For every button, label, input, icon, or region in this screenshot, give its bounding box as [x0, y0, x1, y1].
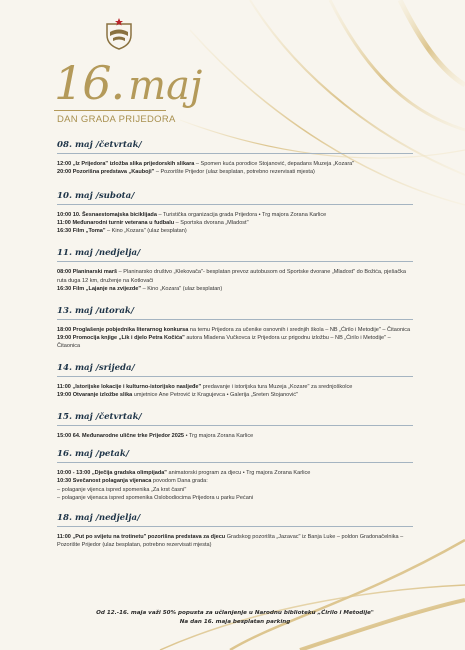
event-title: Pozorišna predstava „Kauboji" [72, 169, 155, 176]
event-item [57, 383, 413, 391]
program-day [57, 512, 413, 549]
title-month: maj [128, 63, 203, 109]
event-title: Otvaranje izložbe slika [72, 392, 133, 399]
event-time: 10:30 [57, 478, 72, 485]
event-details: animatorski program za djecu • Trg majora Zorana Karlice [166, 470, 311, 477]
event-time: 08:00 [57, 269, 72, 276]
event-item [57, 219, 413, 227]
event-time: 20:00 [57, 169, 72, 176]
event-time: 16:30 [57, 228, 72, 235]
city-crest-icon [105, 18, 133, 50]
event-time: 19:00 [57, 392, 72, 399]
program-list [57, 139, 413, 559]
event-title: Promocija knjige „Lik i djelo Petra Kočića" [72, 334, 185, 341]
event-details: – Spomen kuća porodice Stojanović, depadans Muzeja „Kozara" [194, 161, 355, 167]
event-item [57, 268, 413, 284]
event-title: 64. Međunarodne ulične trke Prijedor 2025 [72, 433, 185, 440]
event-title: „Dječija gradska olimpijada" [91, 470, 167, 477]
event-details: – Pozorište Prijedor (ulaz besplatan, potrebno rezervisati mjesta) [154, 169, 315, 176]
day-heading: 08. maj /četvrtak/ [57, 140, 142, 150]
event-title: „Put po svijetu na trotinetu" pozorišna predstava za djecu [72, 533, 226, 540]
event-item [57, 211, 413, 219]
event-time: 15:00 [57, 433, 72, 440]
event-subitem: – polaganje vijenca ispred spomenika „Za krst časni" [57, 486, 187, 493]
footer-line-discount: Od 12.-16. maja važi 50% popusta za učlanjenje u Narodnu biblioteku „Ćirilo i Metodije" [96, 610, 374, 616]
event-title: Film „Lajanje na zvijezde" [72, 285, 142, 292]
event-title: 10. Šesnaestomajska biciklijada [72, 212, 157, 219]
event-item [57, 168, 413, 176]
day-divider [57, 261, 413, 262]
event-time: 11:00 [57, 533, 71, 540]
event-time: 12:00 [57, 161, 72, 167]
program-day [57, 411, 413, 440]
title-number: 16. [54, 56, 125, 110]
event-item [57, 432, 413, 440]
program-day [57, 247, 413, 292]
event-time: 18:00 [57, 326, 72, 333]
event-time: 10:00 - 13:00 [57, 470, 91, 477]
event-title: „Iz Prijedora" izložba slika prijedorskih slikara [72, 161, 195, 167]
event-item [57, 285, 413, 293]
footer-notes [57, 608, 413, 626]
event-item [57, 160, 413, 168]
event-subitem: – polaganje vijenaca ispred spomenika Oslobodiocima Prijedora u parku Pećani [57, 494, 254, 501]
day-divider [57, 526, 413, 527]
page-subtitle: DAN GRADA PRIJEDORA [57, 114, 176, 125]
event-details: – Sportska dvorana „Mladost" [174, 220, 249, 227]
event-title: Film „Toma" [72, 228, 106, 235]
event-details: predavanje i istorijska tura Muzeja „Kozare" za srednjoškolce [201, 384, 353, 391]
day-divider [57, 425, 413, 426]
event-item [57, 391, 413, 399]
day-divider [57, 376, 413, 377]
day-heading: 13. maj /utorak/ [57, 305, 134, 316]
event-item [57, 469, 413, 477]
day-heading: 18. maj /nedjelja/ [57, 512, 141, 523]
event-item [57, 227, 413, 235]
day-heading: 14. maj /srijeda/ [57, 363, 135, 374]
day-divider [57, 204, 413, 205]
event-details: Gradskog pozorišta „Jazavac" iz Banja Luke – poldon Gradonačelnika – Pozorište Prijedor (ulaz besplatan, potrebno rezervisati mjesta) [57, 533, 404, 548]
program-day [57, 139, 413, 176]
footer-line-parking: Na dan 16. maja besplatan parking [179, 619, 291, 625]
day-divider [57, 153, 413, 154]
event-details: povodom Dana grada: [151, 478, 208, 485]
event-details: umjetnice Ane Petrović iz Kragujevca • Galerija „Sreten Stojanović" [132, 392, 299, 399]
program-day [57, 362, 413, 399]
title-rule [54, 110, 166, 111]
day-heading: 11. maj /nedjelja/ [57, 248, 141, 259]
event-item [57, 533, 413, 549]
event-title: Planinarski marš [72, 269, 118, 276]
program-day [57, 190, 413, 235]
page-title [54, 58, 234, 108]
event-time: 11:00 [57, 220, 71, 227]
day-divider [57, 319, 413, 320]
event-time: 19:00 [57, 334, 72, 341]
event-time: 10:00 [57, 212, 72, 219]
event-item [57, 334, 413, 350]
event-title: „Istorijske lokacije i kulturno-istorijsko nasljeđe" [72, 384, 202, 391]
event-time: 11:00 [57, 384, 71, 391]
day-heading: 16. maj /petak/ [57, 449, 129, 460]
event-details: autora Mladena Vučkovca iz Prijedora uz prigodnu izložbu – NB „Ćirilo i Metodije" – Čitaonica [57, 334, 391, 349]
event-details: – Kino „Kozara" (ulaz besplatan) [141, 285, 223, 292]
day-heading: 10. maj /subota/ [57, 191, 135, 202]
event-details: • Trg majora Zorana Karlice [184, 433, 254, 440]
event-details: – Turistička organizacija grada Prijedora • Trg majora Zorana Karlice [156, 212, 327, 219]
event-item [57, 326, 413, 334]
event-title: Svečanost polaganja vijenaca [72, 478, 152, 485]
event-item [57, 477, 413, 485]
event-title: Proglašenje pobjednika literarnog konkursa [72, 326, 189, 333]
program-day [57, 305, 413, 350]
event-details: – Planinarsko društvo „Klekovača"- besplatan prevoz autobusom od Sportske dvorane „Mladost" do Božića, pješačka ruta duga 12 km, druženje na Kotlovači [57, 269, 406, 284]
day-divider [57, 462, 413, 463]
event-title: Međunarodni turnir veterana u fudbalu [72, 220, 175, 227]
day-heading: 15. maj /četvrtak/ [57, 412, 142, 423]
program-day [57, 448, 413, 501]
event-details: na temu Prijedora za učenike osnovnih i srednjih škola – NB „Ćirilo i Metodije" – Čitaonica [188, 326, 411, 333]
event-details: – Kino „Kozara" (ulaz besplatan) [105, 228, 187, 235]
event-time: 16:30 [57, 285, 72, 292]
